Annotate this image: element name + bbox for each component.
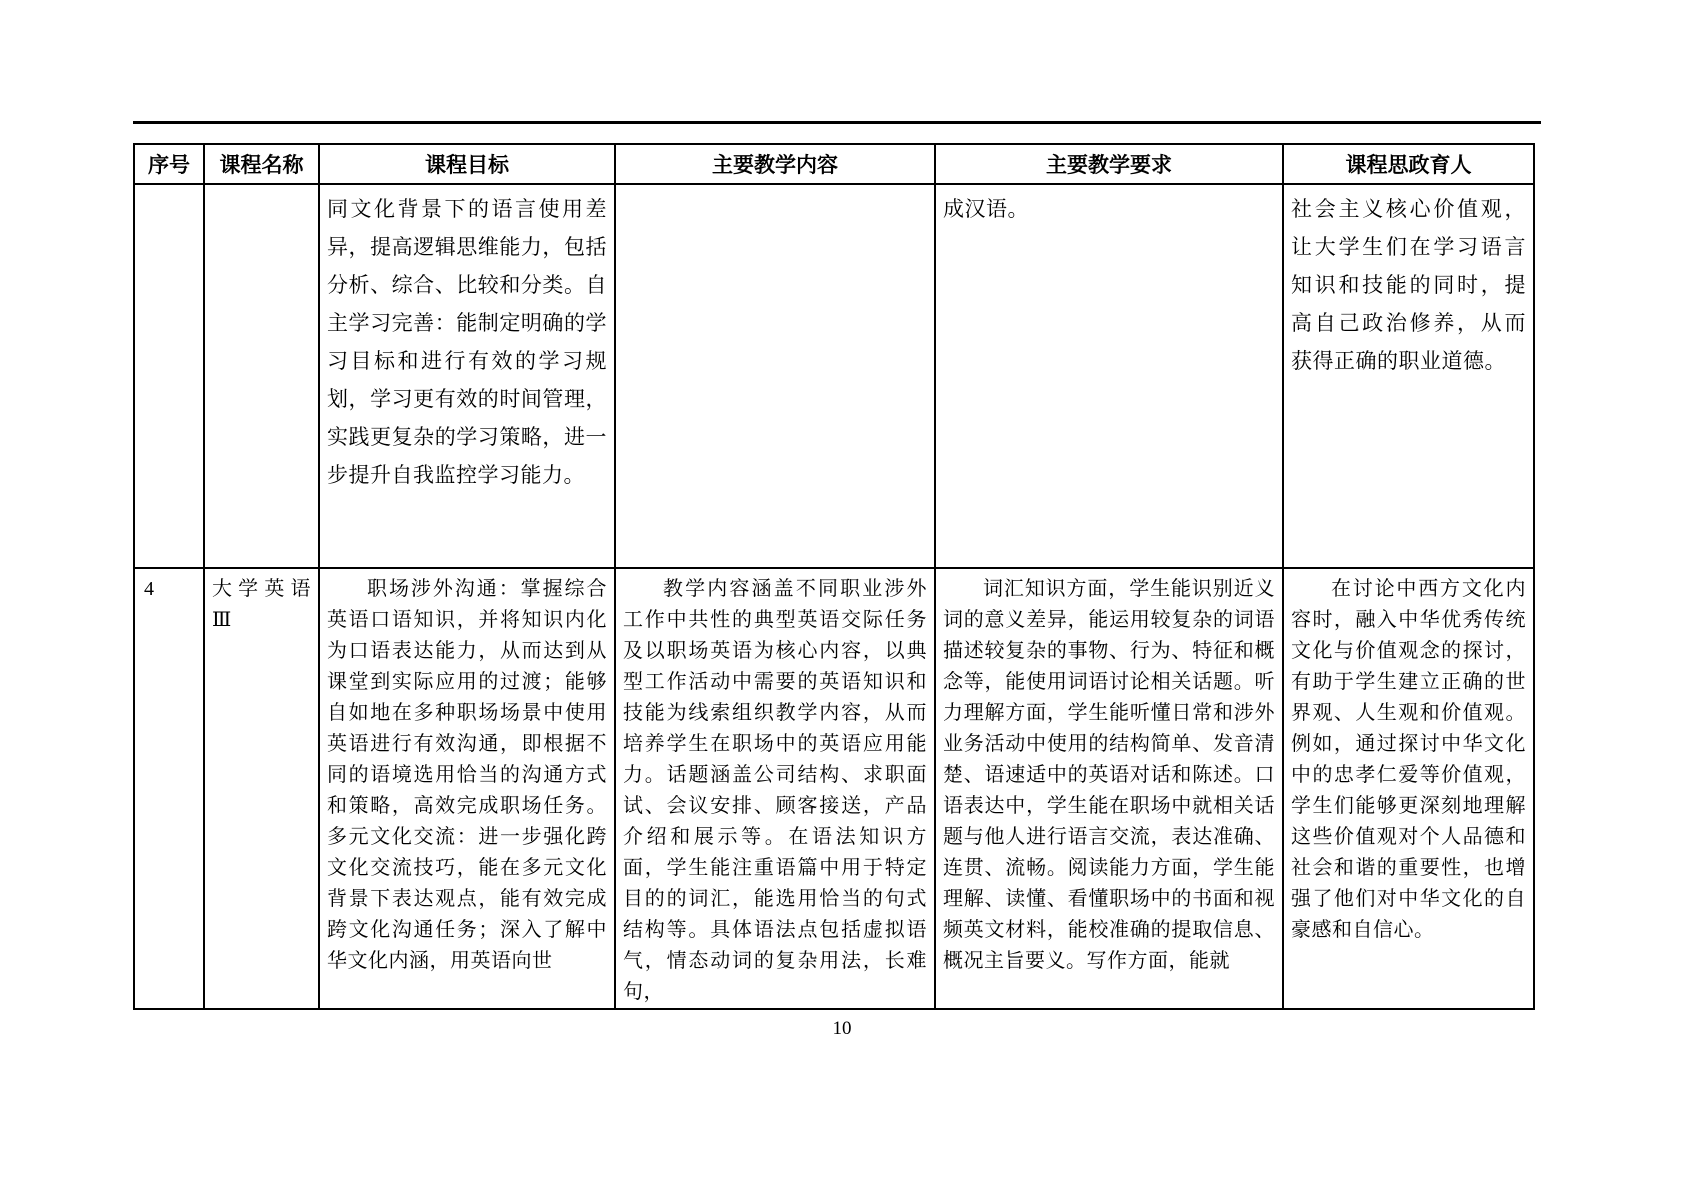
cell-ideology-education [1283, 568, 1534, 1009]
table-row-continuation [134, 184, 1534, 568]
cell-teaching-content [615, 568, 935, 1009]
teaching-content-text: 教学内容涵盖不同职业涉外工作中共性的典型英语交际任务及以职场英语为核心内容，以典型工作活动中需要的英语知识和技能为线索组织教学内容，从而培养学生在职场中的英语应用能力。话题涵盖公司结构、求职面试、会议安排、顾客接送，产品介绍和展示等。在语法知识方面，学生能注重语篇中用于特定目的的词汇，能选用恰当的句式结构等。具体语法点包括虚拟语气，情态动词的复杂用法，长难句， [623, 578, 927, 1003]
table-row-course-4 [134, 568, 1534, 1009]
cell-teaching-requirements [935, 184, 1283, 568]
header-ideology-education: 课程思政育人 [1283, 144, 1534, 184]
teaching-requirements-text: 成汉语。 [943, 197, 1029, 221]
table-header-row [134, 144, 1534, 184]
cell-seq [134, 184, 204, 568]
header-teaching-requirements: 主要教学要求 [935, 144, 1283, 184]
seq-text: 4 [144, 578, 155, 600]
cell-teaching-requirements [935, 568, 1283, 1009]
cell-course-name [204, 184, 319, 568]
course-syllabus-table [133, 143, 1535, 1010]
header-seq: 序号 [134, 144, 204, 184]
ideology-education-text: 在讨论中西方文化内容时，融入中华优秀传统文化与价值观念的探讨，有助于学生建立正确的世界观、人生观和价值观。例如，通过探讨中华文化中的忠孝仁爱等价值观，学生们能够更深刻地理解这些价值观对个人品德和社会和谐的重要性，也增强了他们对中华文化的自豪感和自信心。 [1291, 578, 1526, 941]
cell-objectives [319, 568, 615, 1009]
cell-course-name [204, 568, 319, 1009]
cell-objectives [319, 184, 615, 568]
ideology-education-text: 社会主义核心价值观，让大学生们在学习语言知识和技能的同时，提高自己政治修养，从而获得正确的职业道德。 [1291, 197, 1526, 373]
objectives-text: 职场涉外沟通：掌握综合英语口语知识，并将知识内化为口语表达能力，从而达到从课堂到实际应用的过渡；能够自如地在多种职场场景中使用英语进行有效沟通，即根据不同的语境选用恰当的沟通方式和策略，高效完成职场任务。多元文化交流：进一步强化跨文化交流技巧，能在多元文化背景下表达观点，能有效完成跨文化沟通任务；深入了解中华文化内涵，用英语向世 [327, 578, 607, 972]
header-objectives: 课程目标 [319, 144, 615, 184]
objectives-text: 同文化背景下的语言使用差异，提高逻辑思维能力，包括分析、综合、比较和分类。自主学习完善：能制定明确的学习目标和进行有效的学习规划，学习更有效的时间管理，实践更复杂的学习策略，进一步提升自我监控学习能力。 [327, 197, 607, 487]
page-number: 10 [832, 1018, 852, 1039]
cell-seq [134, 568, 204, 1009]
course-name-text: 大学英语Ⅲ [212, 578, 311, 631]
teaching-requirements-text: 词汇知识方面，学生能识别近义词的意义差异，能运用较复杂的词语描述较复杂的事物、行为、特征和概念等，能使用词语讨论相关话题。听力理解方面，学生能听懂日常和涉外业务活动中使用的结构简单、发音清楚、语速适中的英语对话和陈述。口语表达中，学生能在职场中就相关话题与他人进行语言交流，表达准确、连贯、流畅。阅读能力方面，学生能理解、读懂、看懂职场中的书面和视频英文材料，能校准确的提取信息、概况主旨要义。写作方面，能就 [943, 578, 1275, 972]
cell-teaching-content [615, 184, 935, 568]
cell-ideology-education [1283, 184, 1534, 568]
page-header-rule [133, 121, 1541, 124]
header-teaching-content: 主要教学内容 [615, 144, 935, 184]
header-course-name: 课程名称 [204, 144, 319, 184]
